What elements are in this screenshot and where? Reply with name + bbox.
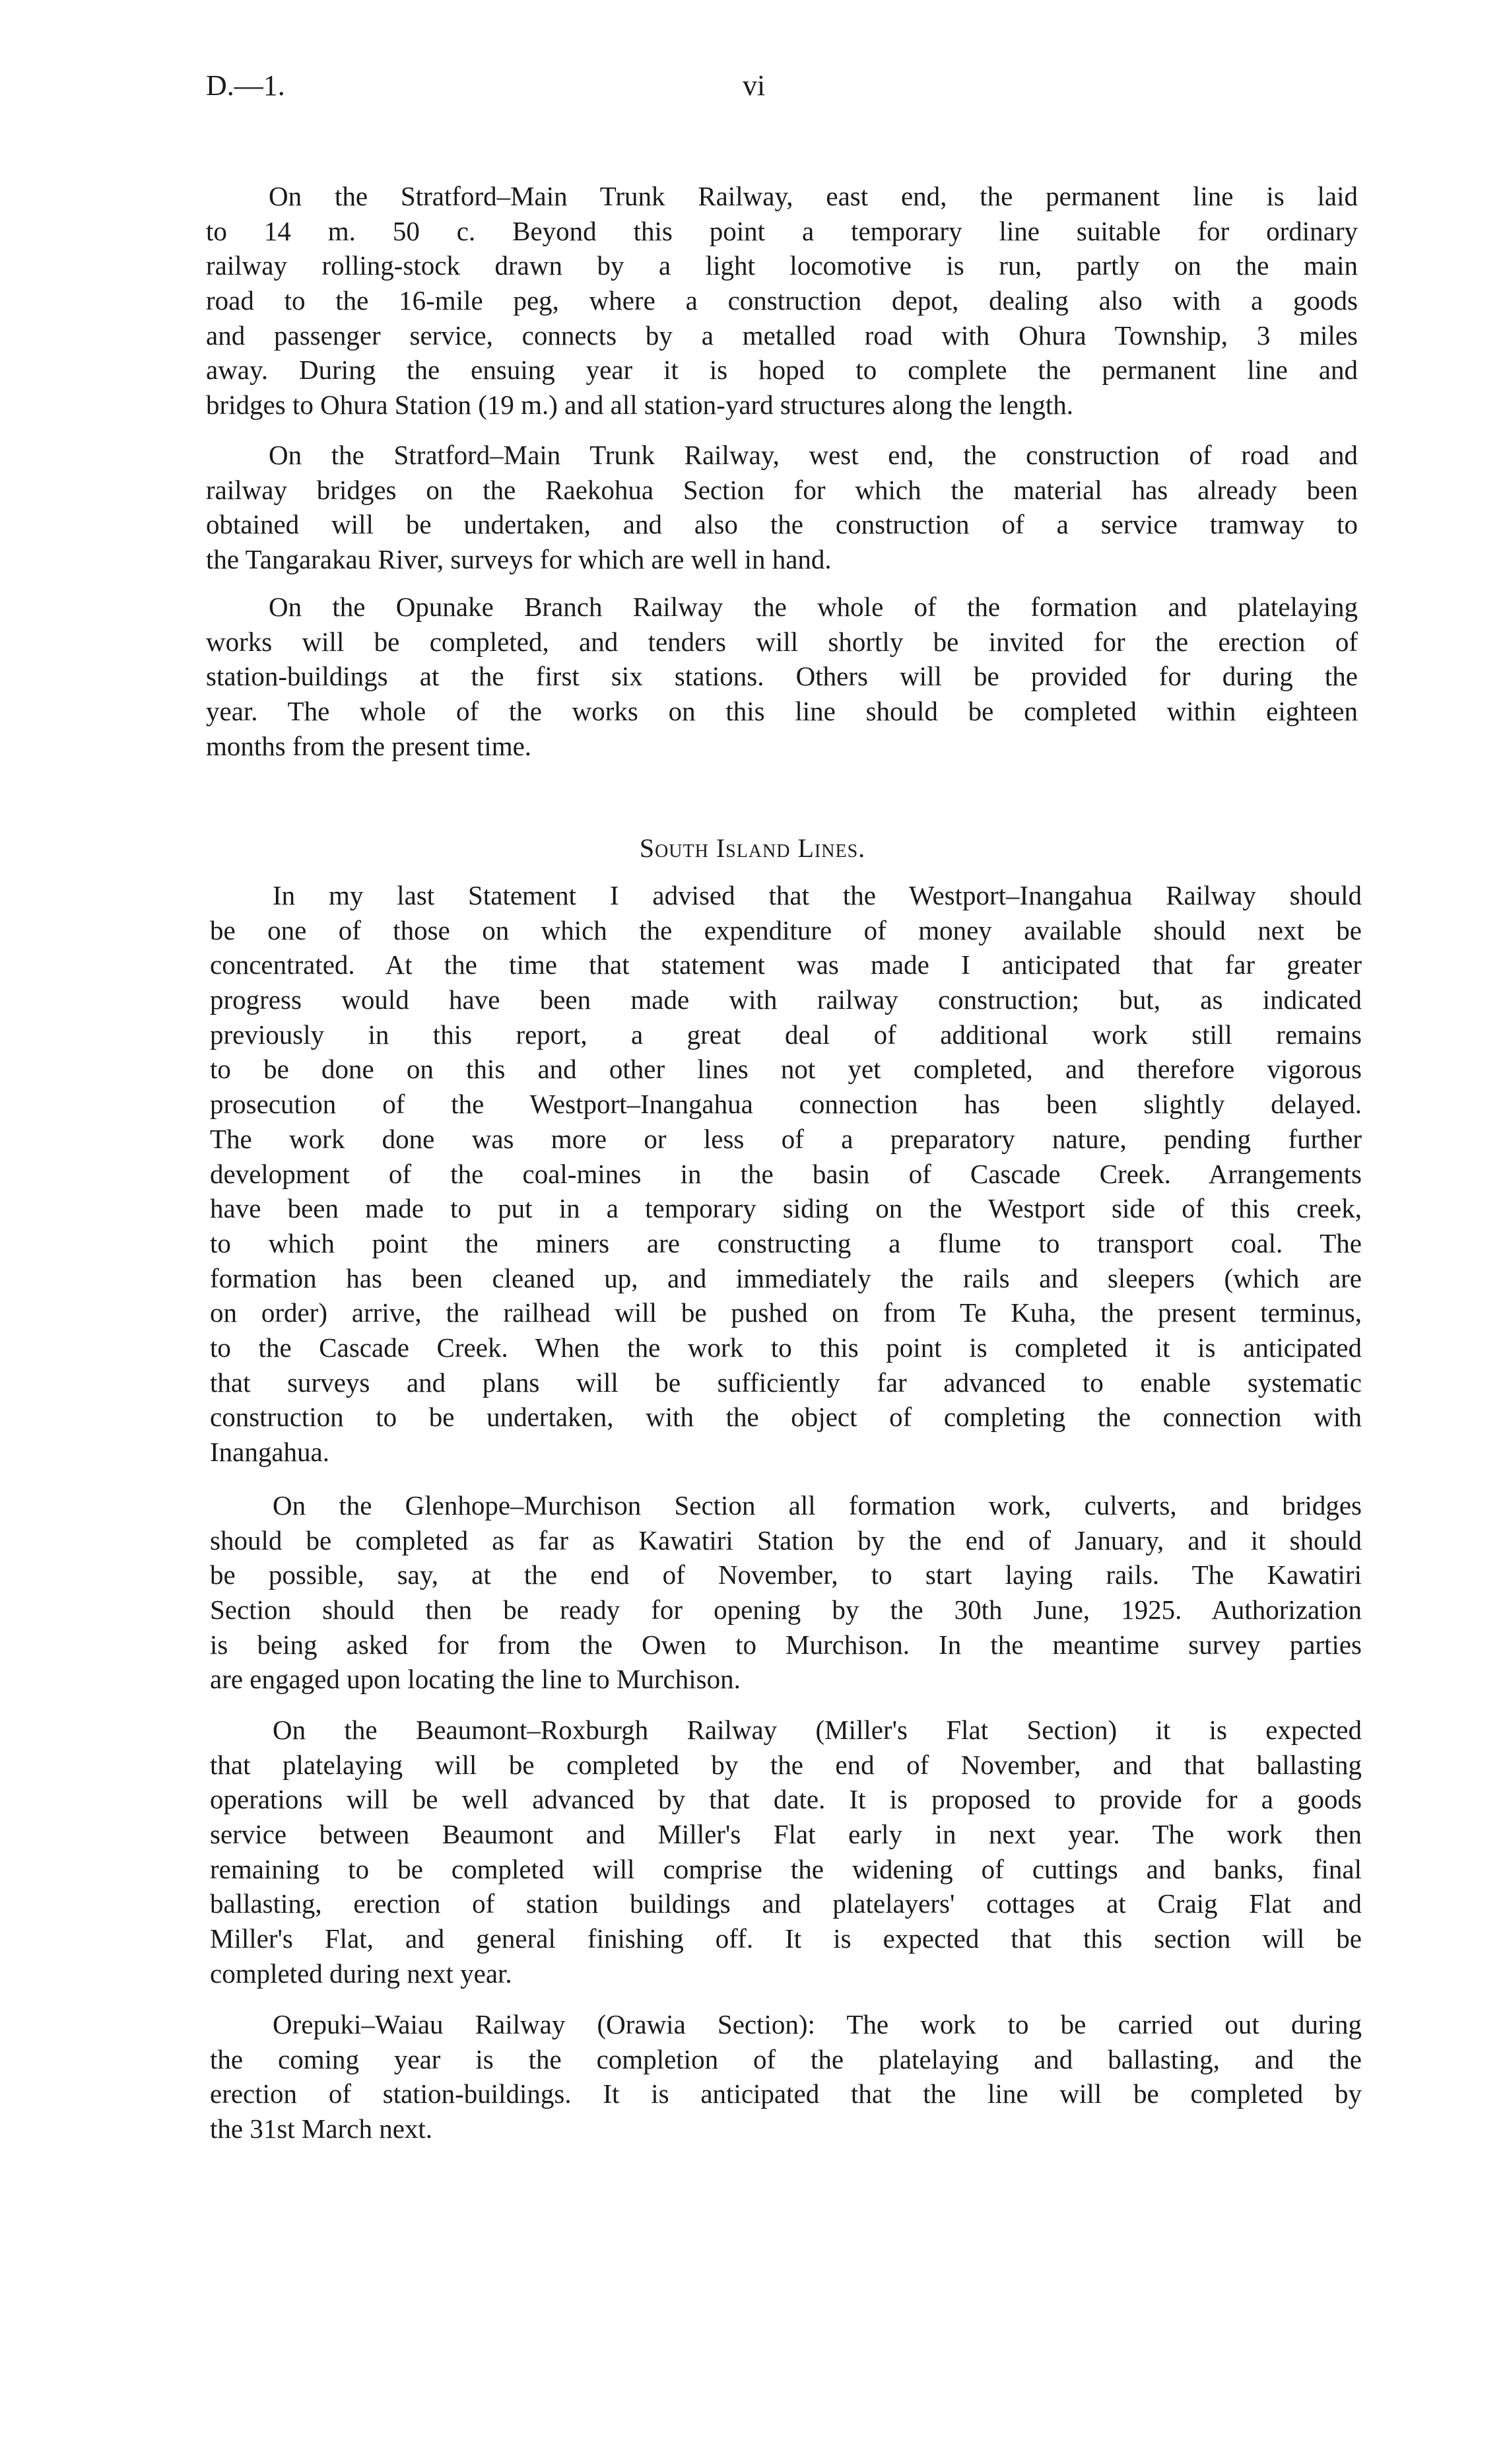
text-line: On the Opunake Branch Railway the whole of the formation and platelaying: [269, 592, 1358, 622]
text-line: road to the 16-mile peg, where a construction depot, dealing also with a goods: [206, 285, 1358, 316]
text-line: On the Glenhope–Murchison Section all formation work, culverts, and bridges: [273, 1490, 1362, 1521]
text-line: development of the coal-mines in the basin of Cascade Creek. Arrangements: [210, 1158, 1362, 1189]
paragraph: [210, 1488, 1362, 1697]
text-line: works will be completed, and tenders will shortly be invited for the erection of: [206, 626, 1358, 657]
text-line: and passenger service, connects by a metalled road with Ohura Township, 3 miles: [206, 320, 1358, 351]
text-line: be one of those on which the expenditure of money available should next be: [210, 914, 1362, 945]
text-line: completed during next year.: [210, 1958, 512, 1989]
text-line: to be done on this and other lines not yet completed, and therefore vigorous: [210, 1054, 1362, 1085]
text-line: is being asked for from the Owen to Murchison. In the meantime survey parties: [210, 1629, 1362, 1660]
page-number: vi: [743, 69, 766, 102]
text-line: to which point the miners are constructing a flume to transport coal. The: [210, 1227, 1362, 1258]
text-line: railway rolling-stock drawn by a light locomotive is run, partly on the main: [206, 250, 1358, 281]
text-line: Miller's Flat, and general finishing off. It is expected that this section will be: [210, 1923, 1362, 1954]
text-line: Orepuki–Waiau Railway (Orawia Section): The work to be carried out during: [273, 2009, 1362, 2039]
document-code: D.—1.: [206, 69, 285, 102]
text-line: progress would have been made with railway construction; but, as indicated: [210, 984, 1362, 1015]
text-line: concentrated. At the time that statement was made I anticipated that far greater: [210, 949, 1362, 980]
paragraph: [210, 878, 1362, 1470]
text-line: In my last Statement I advised that the Westport–Inangahua Railway should: [273, 880, 1362, 910]
text-line: should be completed as far as Kawatiri Station by the end of January, and it should: [210, 1524, 1362, 1556]
section-heading: South Island Lines.: [639, 833, 866, 863]
text-line: bridges to Ohura Station (19 m.) and all station-yard structures along the length.: [206, 390, 1073, 421]
paragraph: [206, 438, 1358, 577]
text-line: operations will be well advanced by that date. It is proposed to provide for a goods: [210, 1784, 1362, 1815]
text-line: to the Cascade Creek. When the work to this point is completed it is anticipated: [210, 1332, 1362, 1363]
paragraph: [206, 179, 1358, 423]
text-line: that surveys and plans will be sufficiently far advanced to enable systematic: [210, 1367, 1362, 1398]
text-line: Section should then be ready for opening by the 30th June, 1925. Authorization: [210, 1594, 1362, 1626]
text-line: construction to be undertaken, with the object of completing the connection with: [210, 1402, 1362, 1433]
text-line: away. During the ensuing year it is hoped to complete the permanent line and: [206, 355, 1358, 386]
text-line: formation has been cleaned up, and immediately the rails and sleepers (which are: [210, 1262, 1362, 1293]
text-line: on order) arrive, the railhead will be pushed on from Te Kuha, the present terminus,: [210, 1297, 1362, 1328]
text-line: that platelaying will be completed by the end of November, and that ballasting: [210, 1749, 1362, 1780]
text-line: year. The whole of the works on this line should be completed within eighteen: [206, 696, 1358, 727]
text-line: prosecution of the Westport–Inangahua connection has been slightly delayed.: [210, 1089, 1362, 1120]
text-line: the coming year is the completion of the platelaying and ballasting, and the: [210, 2043, 1362, 2074]
text-line: On the Stratford–Main Trunk Railway, east end, the permanent line is laid: [269, 181, 1358, 211]
text-line: obtained will be undertaken, and also the construction of a service tramway to: [206, 509, 1358, 540]
text-line: the Tangarakau River, surveys for which are well in hand.: [206, 544, 832, 575]
text-line: On the Beaumont–Roxburgh Railway (Miller's Flat Section) it is expected: [273, 1715, 1362, 1745]
text-line: previously in this report, a great deal of additional work still remains: [210, 1019, 1362, 1050]
text-line: railway bridges on the Raekohua Section for which the material has already been: [206, 474, 1358, 505]
text-line: ballasting, erection of station buildings and platelayers' cottages at Craig Flat and: [210, 1888, 1362, 1919]
text-line: erection of station-buildings. It is anticipated that the line will be completed by: [210, 2078, 1362, 2109]
text-line: are engaged upon locating the line to Murchison.: [210, 1664, 741, 1695]
text-line: station-buildings at the first six stations. Others will be provided for during the: [206, 661, 1358, 692]
text-line: Inangahua.: [210, 1437, 329, 1467]
paragraph: [210, 2007, 1362, 2146]
text-line: have been made to put in a temporary siding on the Westport side of this creek,: [210, 1193, 1362, 1224]
text-line: months from the present time.: [206, 730, 532, 761]
paragraph: [206, 590, 1358, 763]
text-line: the 31st March next.: [210, 2113, 433, 2144]
text-line: service between Beaumont and Miller's Flat early in next year. The work then: [210, 1819, 1362, 1850]
paragraph: [210, 1713, 1362, 1991]
text-line: remaining to be completed will comprise the widening of cuttings and banks, final: [210, 1853, 1362, 1884]
text-line: The work done was more or less of a preparatory nature, pending further: [210, 1123, 1362, 1154]
text-line: to 14 m. 50 c. Beyond this point a temporary line suitable for ordinary: [206, 215, 1358, 246]
text-line: be possible, say, at the end of November, to start laying rails. The Kawatiri: [210, 1559, 1362, 1591]
text-line: On the Stratford–Main Trunk Railway, west end, the construction of road and: [269, 440, 1358, 470]
